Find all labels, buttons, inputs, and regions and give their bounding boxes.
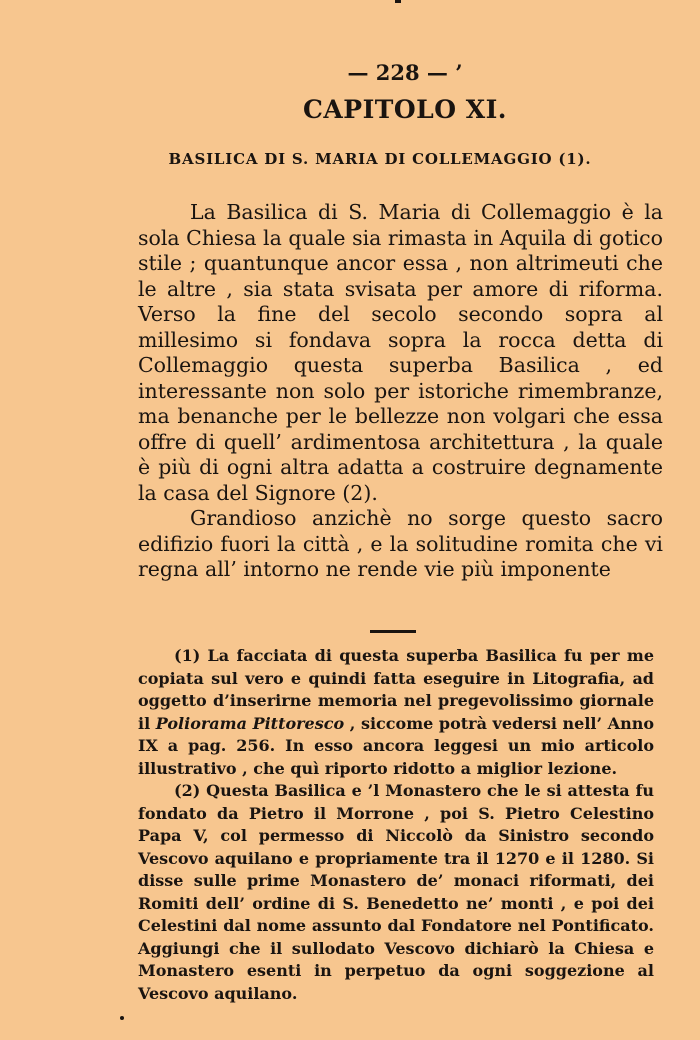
page-number: — 228 — ’ [347, 60, 463, 85]
paragraph-1: La Basilica di S. Maria di Collemaggio è la sola Chiesa la quale sia rimasta in Aquila di gotico stile ; quantunque ancor essa , non altrimeuti che le altre , sia stata svisata per amore di riforma. Verso la fine del secolo secondo sopra al millesimo si fondava sopra la rocca detta di Collemaggio questa superba Basilica , ed interessante non solo per istoriche rimembranze, ma benanche per le bellezze non volgari che essa offre di quell’ ardimentosa architettura , la quale è più di ogni altra adatta a costruire degnamente la casa del Signore (2). [138, 200, 663, 505]
footnotes [138, 645, 654, 1005]
footnote-1 [138, 645, 654, 780]
footnote-1-text-a: (1) La facciata di questa superba Basilica fu per me copiata sul vero e quindi fatta eseguire in Litografia, ad oggetto d’inserirne memoria nel pregevolissimo giornale il [138, 646, 654, 733]
top-edge-mark [395, 0, 401, 3]
paragraph-2: Grandioso anzichè no sorge questo sacro edifizio fuori la città , e la solitudine romita che vi regna all’ intorno ne rende vie più imponente [138, 506, 663, 581]
bottom-speck [120, 1016, 124, 1020]
footnote-1-journal-title: Poliorama Pittoresco [155, 713, 345, 733]
main-text [138, 200, 663, 583]
section-title: BASILICA DI S. MARIA DI COLLEMAGGIO (1). [168, 150, 592, 168]
chapter-title: CAPITOLO XI. [302, 95, 508, 124]
footnote-2: (2) Questa Basilica e ’l Monastero che le si attesta fu fondato da Pietro il Morrone , poi S. Pietro Celestino Papa V, col permesso di Niccolò da Sinistro secondo Vescovo aquilano e propriamente tra il 1270 e il 1280. Si disse sulle prime Monastero de’ monaci riformati, dei Romiti dell’ ordine di S. Benedetto ne’ monti , e poi dei Celestini dal nome assunto dal Fondatore nel Pontificato. Aggiungi che il sullodato Vescovo dichiarò la Chiesa e Monastero esenti in perpetuo da ogni soggezione al Vescovo aquilano. [138, 781, 654, 1003]
footnote-divider [370, 630, 416, 633]
footnote-1-text-b: , siccome potrà vedersi nell’ Anno IX a pag. 256. In esso ancora leggesi un mio articolo illustrativo , che quì riporto ridotto a miglior lezione. [138, 713, 655, 778]
